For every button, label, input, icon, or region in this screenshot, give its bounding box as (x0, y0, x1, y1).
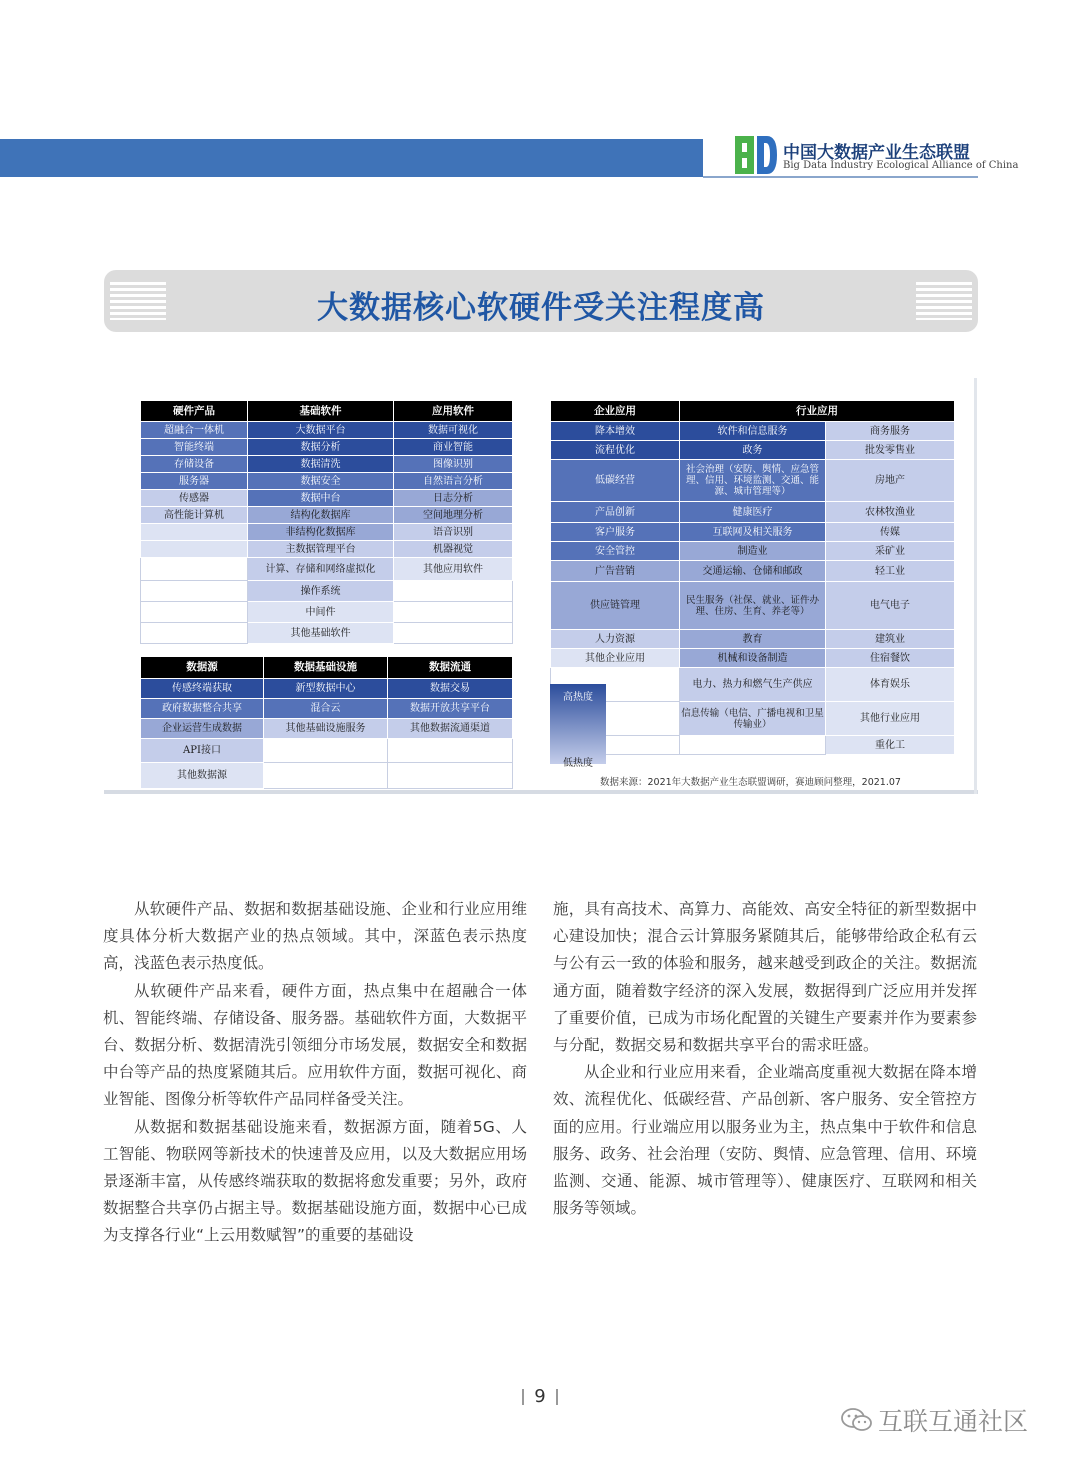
cell: 健康医疗 (680, 502, 826, 523)
cell (264, 763, 388, 789)
figure-bottom-edge (104, 790, 978, 794)
cell: 机器视觉 (394, 541, 513, 558)
table-software-hardware (140, 400, 513, 644)
cell: 其他数据源 (141, 763, 264, 789)
cell (141, 623, 248, 644)
paragraph: 从软硬件产品、数据和数据基础设施、企业和行业应用维度具体分析大数据产业的热点领域。其中，深蓝色表示热度高，浅蓝色表示热度低。 (103, 900, 527, 973)
cell: 住宿餐饮 (826, 649, 955, 668)
cell: 数据交易 (388, 679, 513, 699)
col-header: 基础软件 (248, 401, 394, 422)
cell: 商业智能 (394, 439, 513, 456)
cell: 混合云 (264, 699, 388, 719)
cell: 其他基础设施服务 (264, 719, 388, 739)
title-banner (104, 270, 978, 332)
cell: 信息传输（电信、广播电视和卫星传输业） (680, 702, 826, 736)
brand-name-cn: 中国大数据产业生态联盟 (783, 143, 970, 163)
cell: 民生服务（社保、就业、证件办理、住房、生育、养老等） (680, 582, 826, 630)
cell: 存储设备 (141, 456, 248, 473)
cell: 数据可视化 (394, 422, 513, 439)
heatmap-figure (104, 378, 978, 794)
col-header: 数据流通 (388, 657, 513, 679)
cell: 电力、热力和燃气生产供应 (680, 668, 826, 702)
cell: 降本增效 (551, 422, 680, 441)
page-number-value: 9 (534, 1386, 546, 1407)
cell: 批发零售业 (826, 441, 955, 460)
cell (394, 623, 513, 644)
cell: 中间件 (248, 602, 394, 623)
page-number-bar-right (556, 1389, 558, 1405)
paragraph: 从数据和数据基础设施来看，数据源方面，随着5G、人工智能、物联网等新技术的快速普及应用，以及大数据应用场景逐渐丰富，从传感终端获取的数据将愈发重要；另外，政府数据整合共享仍占据主导。数据基础设施方面，数据中心已成为支撑各行业“上云用数赋智”的重要的基础设 (103, 1117, 527, 1245)
cell: 自然语言分析 (394, 473, 513, 490)
table-data-infrastructure (140, 656, 513, 789)
cell (141, 541, 248, 558)
header-band (0, 139, 703, 177)
data-source-note: 数据来源：2021年大数据产业生态联盟调研，赛迪顾问整理，2021.07 (600, 777, 901, 788)
cell (680, 736, 826, 755)
cell: 政府数据整合共享 (141, 699, 264, 719)
cell: 轻工业 (826, 561, 955, 582)
cell: 传感器 (141, 490, 248, 507)
cell: 数据分析 (248, 439, 394, 456)
cell: 供应链管理 (551, 582, 680, 630)
cell: 超融合一体机 (141, 422, 248, 439)
cell: 服务器 (141, 473, 248, 490)
cell: 人力资源 (551, 630, 680, 649)
cell (394, 602, 513, 623)
cell: 重化工 (826, 736, 955, 755)
cell: 其他企业应用 (551, 649, 680, 668)
cell: 新型数据中心 (264, 679, 388, 699)
cell: 体育娱乐 (826, 668, 955, 702)
cell: 数据清洗 (248, 456, 394, 473)
cell (388, 739, 513, 763)
cell: 交通运输、仓储和邮政 (680, 561, 826, 582)
body-column-right (553, 896, 977, 1222)
paragraph: 从软硬件产品来看，硬件方面，热点集中在超融合一体机、智能终端、存储设备、服务器。基础软件方面，大数据平台、数据分析、数据清洗引领细分市场发展，数据安全和数据中台等产品的热度紧随其后。应用软件方面，数据可视化、商业智能、图像分析等软件产品同样备受关注。 (103, 981, 527, 1109)
cell: 智能终端 (141, 439, 248, 456)
cell: 社会治理（安防、舆情、应急管理、信用、环境监测、交通、能源、城市管理等） (680, 460, 826, 502)
cell: 安全管控 (551, 542, 680, 561)
cell: 教育 (680, 630, 826, 649)
cell: 空间地理分析 (394, 507, 513, 524)
legend-high-label: 高热度 (563, 692, 593, 703)
body-column-left (103, 896, 527, 1250)
cell: 低碳经营 (551, 460, 680, 502)
col-header: 硬件产品 (141, 401, 248, 422)
cell: 产品创新 (551, 502, 680, 523)
cell: 流程优化 (551, 441, 680, 460)
cell: 数据安全 (248, 473, 394, 490)
cell (388, 763, 513, 789)
cell: 传媒 (826, 523, 955, 542)
col-header: 企业应用 (551, 401, 680, 422)
cell (264, 739, 388, 763)
col-header: 数据源 (141, 657, 264, 679)
page-number-bar-left (522, 1389, 524, 1405)
cell: 其他行业应用 (826, 702, 955, 736)
wechat-icon (840, 1407, 874, 1433)
brand-name-en: Big Data Industry Ecological Alliance of China (783, 160, 1019, 171)
figure-right-edge (974, 378, 977, 794)
cell: 客户服务 (551, 523, 680, 542)
cell: 互联网及相关服务 (680, 523, 826, 542)
cell: 电气电子 (826, 582, 955, 630)
cell: 大数据平台 (248, 422, 394, 439)
watermark-text: 互联互通社区 (878, 1407, 1029, 1436)
cell (141, 558, 248, 581)
cell: 制造业 (680, 542, 826, 561)
cell: 图像识别 (394, 456, 513, 473)
page-number (510, 1386, 570, 1407)
cell: 高性能计算机 (141, 507, 248, 524)
paragraph: 施，具有高技术、高算力、高能效、高安全特征的新型数据中心建设加快；混合云计算服务紧随其后，能够带给政企私有云与公有云一致的体验和服务，越来越受到政企的关注。数据流通方面，随着数字经济的深入发展，数据得到广泛应用并发挥了重要价值，已成为市场化配置的关键生产要素并作为要素参与分配，数据交易和数据共享平台的需求旺盛。 (553, 900, 977, 1055)
cell: 机械和设备制造 (680, 649, 826, 668)
col-header: 应用软件 (394, 401, 513, 422)
cell: 其他数据流通渠道 (388, 719, 513, 739)
cell: 计算、存储和网络虚拟化 (248, 558, 394, 581)
table-applications (550, 400, 955, 755)
heat-legend (548, 684, 608, 769)
cell: 软件和信息服务 (680, 422, 826, 441)
cell: 商务服务 (826, 422, 955, 441)
cell (141, 602, 248, 623)
paragraph: 从企业和行业应用来看，企业端高度重视大数据在降本增效、流程优化、低碳经营、产品创新、客户服务、安全管控方面的应用。行业端应用以服务业为主，热点集中于软件和信息服务、政务、社会治理（安防、舆情、应急管理、信用、环境监测、交通、能源、城市管理等）、健康医疗、互联网和相关服务等领域。 (553, 1063, 977, 1218)
cell: 数据开放共享平台 (388, 699, 513, 719)
cell: 其他应用软件 (394, 558, 513, 581)
cell: 建筑业 (826, 630, 955, 649)
bd-logo-icon (733, 132, 779, 178)
cell (141, 524, 248, 541)
cell: 日志分析 (394, 490, 513, 507)
cell: 其他基础软件 (248, 623, 394, 644)
cell (394, 581, 513, 602)
cell: 操作系统 (248, 581, 394, 602)
cell: 非结构化数据库 (248, 524, 394, 541)
cell: 广告营销 (551, 561, 680, 582)
cell: 采矿业 (826, 542, 955, 561)
legend-low-label: 低热度 (563, 758, 593, 769)
cell (141, 581, 248, 602)
cell: 传感终端获取 (141, 679, 264, 699)
page-title: 大数据核心软硬件受关注程度高 (317, 290, 765, 326)
cell: 房地产 (826, 460, 955, 502)
cell: 主数据管理平台 (248, 541, 394, 558)
cell: 政务 (680, 441, 826, 460)
cell: 企业运营生成数据 (141, 719, 264, 739)
cell: 数据中台 (248, 490, 394, 507)
cell: 结构化数据库 (248, 507, 394, 524)
col-header: 数据基础设施 (264, 657, 388, 679)
cell: 语音识别 (394, 524, 513, 541)
col-header: 行业应用 (680, 401, 955, 422)
cell: 农林牧渔业 (826, 502, 955, 523)
cell: API接口 (141, 739, 264, 763)
